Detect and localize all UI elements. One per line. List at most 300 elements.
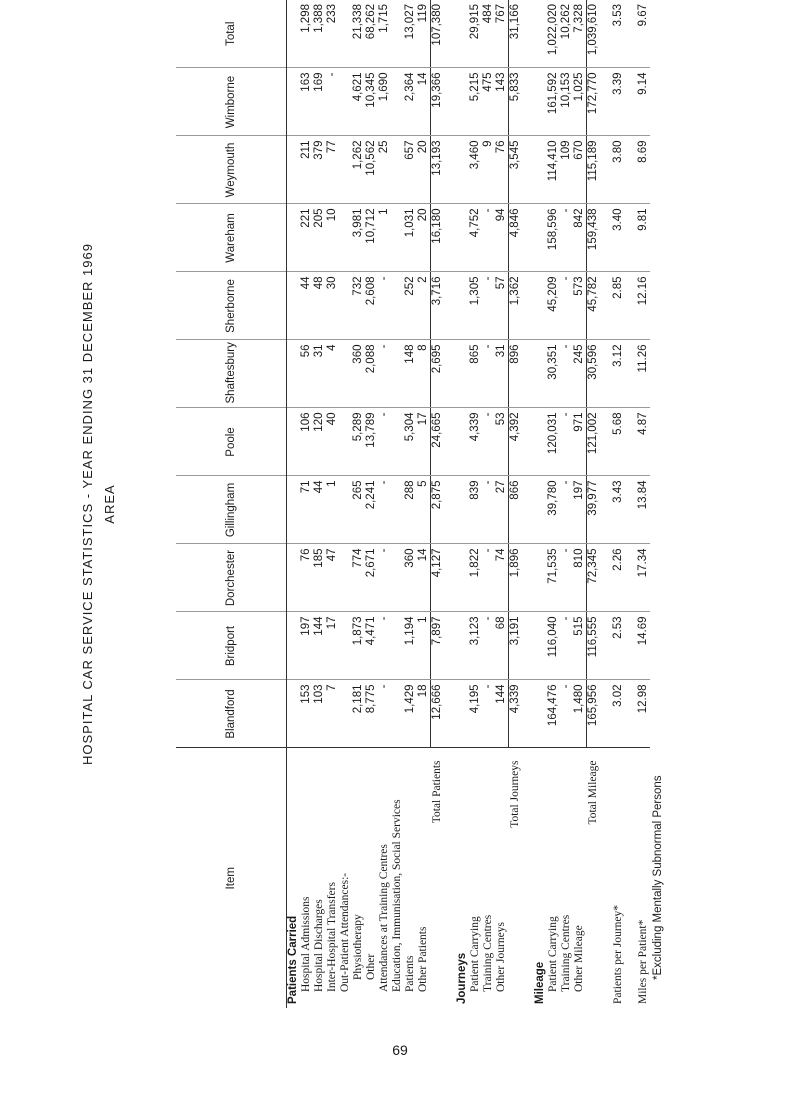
- table-cell: -: [378, 272, 391, 340]
- table-cell: 9: [482, 136, 495, 204]
- table-cell: 8,775: [365, 680, 378, 748]
- table-cell: -: [482, 680, 495, 748]
- table-cell: [456, 204, 469, 272]
- table-cell: 2,241: [365, 476, 378, 544]
- table-cell: 3.12: [612, 340, 625, 408]
- table-cell: 10: [326, 204, 339, 272]
- table-cell: 45,782: [587, 272, 601, 340]
- table-cell: 9.14: [637, 68, 650, 136]
- table-cell: 1,039,610: [587, 0, 601, 68]
- table-cell: 14: [417, 68, 431, 136]
- header-row: [176, 0, 287, 1008]
- table-cell: [339, 476, 352, 544]
- table-row: [431, 0, 445, 1008]
- table-cell: 233: [326, 0, 339, 68]
- table-cell: 169: [313, 68, 326, 136]
- table-cell: 153: [300, 680, 313, 748]
- table-cell: [339, 204, 352, 272]
- table-cell: [534, 340, 547, 408]
- table-cell: 7: [326, 680, 339, 748]
- table-cell: 19,366: [431, 68, 445, 136]
- table-cell: 31,166: [509, 0, 523, 68]
- column-header-bridport: Bridport: [176, 612, 287, 680]
- row-label: Other Journeys: [495, 748, 509, 1008]
- table-cell: 106: [300, 408, 313, 476]
- table-cell: 53: [495, 408, 509, 476]
- table-cell: [456, 680, 469, 748]
- table-row: [313, 0, 326, 1008]
- table-cell: 379: [313, 136, 326, 204]
- table-cell: 12,666: [431, 680, 445, 748]
- table-cell: [456, 612, 469, 680]
- table-cell: 18: [417, 680, 431, 748]
- table-cell: [339, 612, 352, 680]
- table-cell: 4,846: [509, 204, 523, 272]
- row-label: Total Mileage: [587, 748, 601, 1008]
- table-cell: 839: [469, 476, 482, 544]
- table-cell: 5,289: [352, 408, 365, 476]
- table-cell: [391, 680, 404, 748]
- table-cell: 2,875: [431, 476, 445, 544]
- table-row: [417, 0, 431, 1008]
- table-cell: 360: [352, 340, 365, 408]
- column-header-dorchester: Dorchester: [176, 544, 287, 612]
- table-row: [300, 0, 313, 1008]
- table-row: [547, 0, 560, 1008]
- table-cell: 72,345: [587, 544, 601, 612]
- table-cell: 47: [326, 544, 339, 612]
- table-cell: 288: [404, 476, 417, 544]
- table-cell: [534, 204, 547, 272]
- table-row: [560, 0, 573, 1008]
- table-cell: 56: [300, 340, 313, 408]
- table-cell: 68: [495, 612, 509, 680]
- row-label: Patient Carrying: [469, 748, 482, 1008]
- table-cell: 1,480: [573, 680, 587, 748]
- row-label: Patients: [404, 748, 417, 1008]
- table-cell: 13.84: [637, 476, 650, 544]
- table-cell: [287, 68, 301, 136]
- table-cell: 120: [313, 408, 326, 476]
- row-label: Journeys: [456, 748, 469, 1008]
- column-header-shaftesbury: Shaftesbury: [176, 340, 287, 408]
- table-cell: 17: [417, 408, 431, 476]
- table-cell: 71: [300, 476, 313, 544]
- table-cell: 11.26: [637, 340, 650, 408]
- table-cell: 4.87: [637, 408, 650, 476]
- row-label: Total Patients: [431, 748, 445, 1008]
- table-cell: [287, 544, 301, 612]
- table-cell: -: [560, 340, 573, 408]
- table-cell: 2.26: [612, 544, 625, 612]
- table-cell: -: [482, 612, 495, 680]
- table-cell: 25: [378, 136, 391, 204]
- table-cell: [534, 68, 547, 136]
- table-cell: 158,596: [547, 204, 560, 272]
- table-cell: 5: [417, 476, 431, 544]
- table-cell: 31: [495, 340, 509, 408]
- row-label: Hospital Discharges: [313, 748, 326, 1008]
- table-cell: 163: [300, 68, 313, 136]
- table-cell: 4: [326, 340, 339, 408]
- table-cell: 148: [404, 340, 417, 408]
- table-cell: 76: [495, 136, 509, 204]
- table-cell: 121,002: [587, 408, 601, 476]
- table-cell: [391, 136, 404, 204]
- table-cell: [287, 680, 301, 748]
- table-cell: [456, 136, 469, 204]
- table-cell: 10,562: [365, 136, 378, 204]
- table-cell: -: [560, 476, 573, 544]
- row-label: Total Journeys: [509, 748, 523, 1008]
- row-label: Attendances at Training Centres: [378, 748, 391, 1008]
- table-cell: 767: [495, 0, 509, 68]
- table-cell: 2,671: [365, 544, 378, 612]
- table-cell: 3,545: [509, 136, 523, 204]
- table-cell: -: [482, 272, 495, 340]
- table-cell: [339, 340, 352, 408]
- table-row: [456, 0, 469, 1008]
- table-cell: -: [482, 408, 495, 476]
- table-row: [352, 0, 365, 1008]
- table-cell: 21,338: [352, 0, 365, 68]
- table-cell: -: [378, 476, 391, 544]
- table-cell: 211: [300, 136, 313, 204]
- table-row: [287, 0, 301, 1008]
- table-cell: 2,608: [365, 272, 378, 340]
- statistics-table: [176, 0, 650, 1008]
- table-cell: 14.69: [637, 612, 650, 680]
- table-row: [612, 0, 625, 1008]
- table-cell: 119: [417, 0, 431, 68]
- table-body: [287, 0, 651, 1008]
- table-cell: 732: [352, 272, 365, 340]
- table-cell: 3,123: [469, 612, 482, 680]
- table-cell: 48: [313, 272, 326, 340]
- table-cell: 1,429: [404, 680, 417, 748]
- table-cell: 1,194: [404, 612, 417, 680]
- table-cell: -: [482, 476, 495, 544]
- table-cell: 3.80: [612, 136, 625, 204]
- table-cell: 44: [313, 476, 326, 544]
- table-cell: 94: [495, 204, 509, 272]
- table-cell: [534, 612, 547, 680]
- table-cell: 842: [573, 204, 587, 272]
- table-row: [404, 0, 417, 1008]
- table-cell: 2.53: [612, 612, 625, 680]
- table-cell: 5,304: [404, 408, 417, 476]
- table-cell: 4,621: [352, 68, 365, 136]
- table-cell: 71,535: [547, 544, 560, 612]
- item-column-header: Item: [176, 748, 287, 1008]
- table-cell: -: [560, 272, 573, 340]
- table-row: [482, 0, 495, 1008]
- table-cell: 1,896: [509, 544, 523, 612]
- table-cell: [287, 476, 301, 544]
- table-cell: [391, 476, 404, 544]
- table-cell: 2,695: [431, 340, 445, 408]
- table-cell: 10,345: [365, 68, 378, 136]
- table-cell: 5,833: [509, 68, 523, 136]
- table-cell: 515: [573, 612, 587, 680]
- table-cell: 8.69: [637, 136, 650, 204]
- table-cell: [339, 680, 352, 748]
- table-cell: 5,215: [469, 68, 482, 136]
- table-cell: [534, 0, 547, 68]
- table-cell: 77: [326, 136, 339, 204]
- table-cell: 9.81: [637, 204, 650, 272]
- table-cell: [456, 0, 469, 68]
- table-cell: 172,770: [587, 68, 601, 136]
- table-cell: 774: [352, 544, 365, 612]
- table-cell: 144: [313, 612, 326, 680]
- column-header-wimborne: Wimborne: [176, 68, 287, 136]
- spacer-row: [444, 0, 456, 1008]
- table-cell: [534, 544, 547, 612]
- table-cell: [456, 408, 469, 476]
- table-cell: [456, 68, 469, 136]
- table-cell: 1: [417, 612, 431, 680]
- table-cell: 13,027: [404, 0, 417, 68]
- table-cell: 185: [313, 544, 326, 612]
- table-cell: 475: [482, 68, 495, 136]
- table-cell: -: [482, 340, 495, 408]
- table-cell: 12.16: [637, 272, 650, 340]
- row-label: Education, Immunisation, Social Services: [391, 748, 404, 1008]
- table-cell: [391, 68, 404, 136]
- table-cell: 2,181: [352, 680, 365, 748]
- table-cell: -: [560, 612, 573, 680]
- table-cell: 57: [495, 272, 509, 340]
- table-cell: 143: [495, 68, 509, 136]
- table-cell: -: [482, 544, 495, 612]
- table-cell: [391, 340, 404, 408]
- table-cell: 14: [417, 544, 431, 612]
- table-row: [365, 0, 378, 1008]
- table-cell: [391, 0, 404, 68]
- table-cell: 1,298: [300, 0, 313, 68]
- table-cell: 74: [495, 544, 509, 612]
- table-cell: 2,364: [404, 68, 417, 136]
- table-cell: 165,956: [587, 680, 601, 748]
- table-cell: 68,262: [365, 0, 378, 68]
- table-cell: [534, 680, 547, 748]
- spacer-row: [625, 0, 637, 1008]
- table-cell: 10,153: [560, 68, 573, 136]
- table-cell: [534, 272, 547, 340]
- table-cell: [456, 340, 469, 408]
- table-cell: 3.40: [612, 204, 625, 272]
- table-cell: 252: [404, 272, 417, 340]
- column-header-gillingham: Gillingham: [176, 476, 287, 544]
- table-cell: [534, 476, 547, 544]
- table-cell: 103: [313, 680, 326, 748]
- table-cell: 9.67: [637, 0, 650, 68]
- table-cell: [391, 544, 404, 612]
- table-cell: 197: [573, 476, 587, 544]
- table-cell: [339, 544, 352, 612]
- table-cell: 4,471: [365, 612, 378, 680]
- table-row: [573, 0, 587, 1008]
- table-cell: 971: [573, 408, 587, 476]
- table-row: [378, 0, 391, 1008]
- table-cell: [456, 544, 469, 612]
- row-label: Training Centres: [560, 748, 573, 1008]
- table-cell: 1,873: [352, 612, 365, 680]
- table-cell: 2: [417, 272, 431, 340]
- table-cell: 5.68: [612, 408, 625, 476]
- table-cell: 3,981: [352, 204, 365, 272]
- table-cell: 30: [326, 272, 339, 340]
- table-row: [534, 0, 547, 1008]
- table-cell: 17: [326, 612, 339, 680]
- table-cell: [391, 204, 404, 272]
- table-cell: 109: [560, 136, 573, 204]
- table-cell: 1: [326, 476, 339, 544]
- table-cell: 17.34: [637, 544, 650, 612]
- table-cell: 8: [417, 340, 431, 408]
- table-cell: 4,752: [469, 204, 482, 272]
- table-cell: [534, 408, 547, 476]
- table-cell: 1,305: [469, 272, 482, 340]
- table-row: [326, 0, 339, 1008]
- row-label: Patients Carried: [287, 748, 301, 1008]
- table-cell: 865: [469, 340, 482, 408]
- table-cell: 4,392: [509, 408, 523, 476]
- table-cell: 144: [495, 680, 509, 748]
- table-cell: [456, 272, 469, 340]
- table-cell: 3,460: [469, 136, 482, 204]
- table-cell: 40: [326, 408, 339, 476]
- table-cell: -: [482, 204, 495, 272]
- table-cell: 2.85: [612, 272, 625, 340]
- table-cell: 4,195: [469, 680, 482, 748]
- table-cell: [287, 0, 301, 68]
- table-cell: 1: [378, 204, 391, 272]
- column-header-wareham: Wareham: [176, 204, 287, 272]
- table-cell: 29,915: [469, 0, 482, 68]
- table-cell: 31: [313, 340, 326, 408]
- table-cell: [287, 340, 301, 408]
- table-cell: 3,191: [509, 612, 523, 680]
- table-row: [391, 0, 404, 1008]
- table-cell: 116,555: [587, 612, 601, 680]
- table-cell: 20: [417, 204, 431, 272]
- table-cell: 1,715: [378, 0, 391, 68]
- table-cell: 484: [482, 0, 495, 68]
- table-cell: 161,592: [547, 68, 560, 136]
- table-cell: 12.98: [637, 680, 650, 748]
- table-cell: 3.02: [612, 680, 625, 748]
- footnote: *Excluding Mentally Subnormal Persons: [652, 775, 664, 980]
- row-label: Out-Patient Attendances:-: [339, 748, 352, 1008]
- table-cell: [339, 136, 352, 204]
- table-cell: 573: [573, 272, 587, 340]
- spacer-row: [522, 0, 534, 1008]
- table-row: [637, 0, 650, 1008]
- table-cell: [287, 136, 301, 204]
- spacer-row: [600, 0, 612, 1008]
- table-cell: 7,328: [573, 0, 587, 68]
- table-cell: 13,789: [365, 408, 378, 476]
- table-row: [469, 0, 482, 1008]
- table-cell: 1,362: [509, 272, 523, 340]
- table-cell: 1,262: [352, 136, 365, 204]
- table-cell: -: [560, 204, 573, 272]
- column-header-total: Total: [176, 0, 287, 68]
- table-cell: 670: [573, 136, 587, 204]
- table-cell: -: [378, 680, 391, 748]
- table-cell: 1,388: [313, 0, 326, 68]
- table-cell: -: [560, 680, 573, 748]
- table-cell: 30,596: [587, 340, 601, 408]
- table-cell: 76: [300, 544, 313, 612]
- table-cell: [287, 272, 301, 340]
- table-cell: 30,351: [547, 340, 560, 408]
- table-cell: 1,690: [378, 68, 391, 136]
- table-cell: 27: [495, 476, 509, 544]
- table-cell: 164,476: [547, 680, 560, 748]
- table-cell: 1,822: [469, 544, 482, 612]
- row-label: Other Mileage: [573, 748, 587, 1008]
- table-cell: [391, 408, 404, 476]
- column-header-sherborne: Sherborne: [176, 272, 287, 340]
- table-cell: 3.39: [612, 68, 625, 136]
- row-label: Mileage: [534, 748, 547, 1008]
- rotated-table-area: [80, 0, 720, 1008]
- page-number: 69: [392, 1042, 408, 1058]
- table-cell: [391, 272, 404, 340]
- table-cell: -: [378, 340, 391, 408]
- table-row: [587, 0, 601, 1008]
- table-cell: 10,262: [560, 0, 573, 68]
- table-cell: 896: [509, 340, 523, 408]
- table-cell: 16,180: [431, 204, 445, 272]
- table-cell: -: [326, 68, 339, 136]
- table-cell: 360: [404, 544, 417, 612]
- table-cell: 4,339: [469, 408, 482, 476]
- table-cell: [287, 612, 301, 680]
- table-cell: 107,380: [431, 0, 445, 68]
- table-cell: 1,031: [404, 204, 417, 272]
- table-cell: 39,780: [547, 476, 560, 544]
- table-cell: 265: [352, 476, 365, 544]
- table-cell: 120,031: [547, 408, 560, 476]
- table-cell: -: [560, 408, 573, 476]
- table-cell: 10,712: [365, 204, 378, 272]
- table-cell: [534, 136, 547, 204]
- table-cell: 13,193: [431, 136, 445, 204]
- table-row: [339, 0, 352, 1008]
- table-cell: 3.43: [612, 476, 625, 544]
- table-cell: [339, 272, 352, 340]
- table-cell: [339, 68, 352, 136]
- table-cell: 159,438: [587, 204, 601, 272]
- table-cell: 116,040: [547, 612, 560, 680]
- row-label: Training Centres: [482, 748, 495, 1008]
- table-cell: -: [560, 544, 573, 612]
- table-cell: 221: [300, 204, 313, 272]
- table-cell: [339, 408, 352, 476]
- table-cell: -: [378, 544, 391, 612]
- area-label: AREA: [102, 484, 117, 524]
- row-label: Physiotherapy: [352, 748, 365, 1008]
- row-label: Patients per Journey*: [612, 748, 625, 1008]
- table-cell: 44: [300, 272, 313, 340]
- table-cell: 114,410: [547, 136, 560, 204]
- table-cell: [339, 0, 352, 68]
- table-cell: 245: [573, 340, 587, 408]
